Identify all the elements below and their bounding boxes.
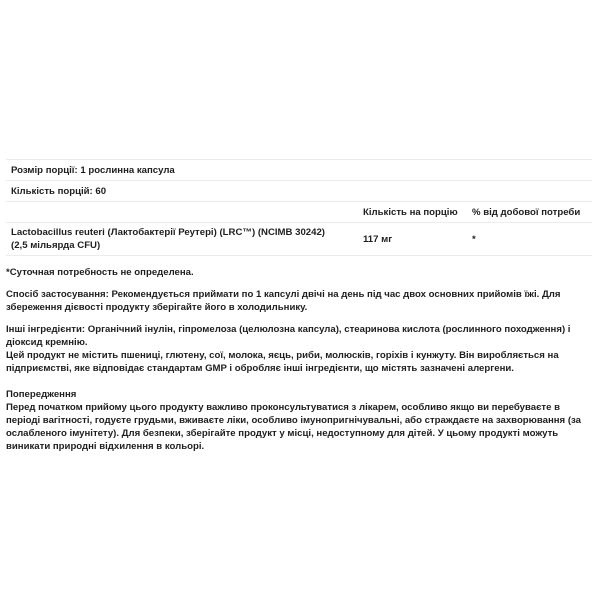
warning-text: Перед початком прийому цього продукту важливо проконсультуватися з лікарем, особливо якщо ви перебуваєте в періоді вагітності, годуєте грудьми, вживаєте ліки, особливо імунопригнічувальні, або страждаєте на захворювання (за ослабленого імунітету). Для безпеки, зберігайте продукт у місці, недоступному для дітей. У цьому продукті можуть виникати природні відхилення в кольорі. xyxy=(6,402,581,452)
warning-section xyxy=(6,388,592,453)
servings-per-container: Кількість порцій: 60 xyxy=(11,185,107,197)
serving-size: Розмір порції: 1 рослинна капсула xyxy=(11,164,175,176)
table-row xyxy=(6,222,592,256)
servings-per-container-row xyxy=(6,180,592,201)
other-ingredients: Інші інгредієнти: Органічний інулін, гіпромелоза (целюлозна капсула), стеаринова кислота (рослинного походження) і діоксид кремнію. xyxy=(6,324,571,348)
table-header-row xyxy=(6,201,592,222)
serving-size-row xyxy=(6,159,592,180)
header-amount: Кількість на порцію xyxy=(363,206,458,218)
product-notes xyxy=(6,266,592,453)
warning-title: Попередження xyxy=(6,389,77,400)
usage-directions: Спосіб застосування: Рекомендується приймати по 1 капсулі двічі на день під час двох основних прийомів їжі. Для збереження дієвості продукту зберігайте його в холодильнику. xyxy=(6,289,561,313)
daily-value-footnote: *Суточная потребность не определена. xyxy=(6,267,194,278)
ingredient-amount: 117 мг xyxy=(363,233,393,245)
ingredient-name xyxy=(11,226,363,252)
supplement-facts-table xyxy=(6,159,592,256)
header-daily-value: % від добової потреби xyxy=(472,206,581,218)
ingredient-daily-value: * xyxy=(472,233,476,245)
ingredient-name-line2: (2,5 мільярда CFU) xyxy=(11,240,101,251)
ingredient-name-line1: Lactobacillus reuteri (Лактобактерії Реутері) (LRC™) (NCIMB 30242) xyxy=(11,227,326,238)
allergen-info: Цей продукт не містить пшениці, глютену, сої, молока, яєць, риби, молюсків, горіхів і кунжуту. Він виробляється на підприємстві, яке відповідає стандартам GMP і обробляє інші інгредієнти, що містять зазначені алергени. xyxy=(6,350,559,374)
